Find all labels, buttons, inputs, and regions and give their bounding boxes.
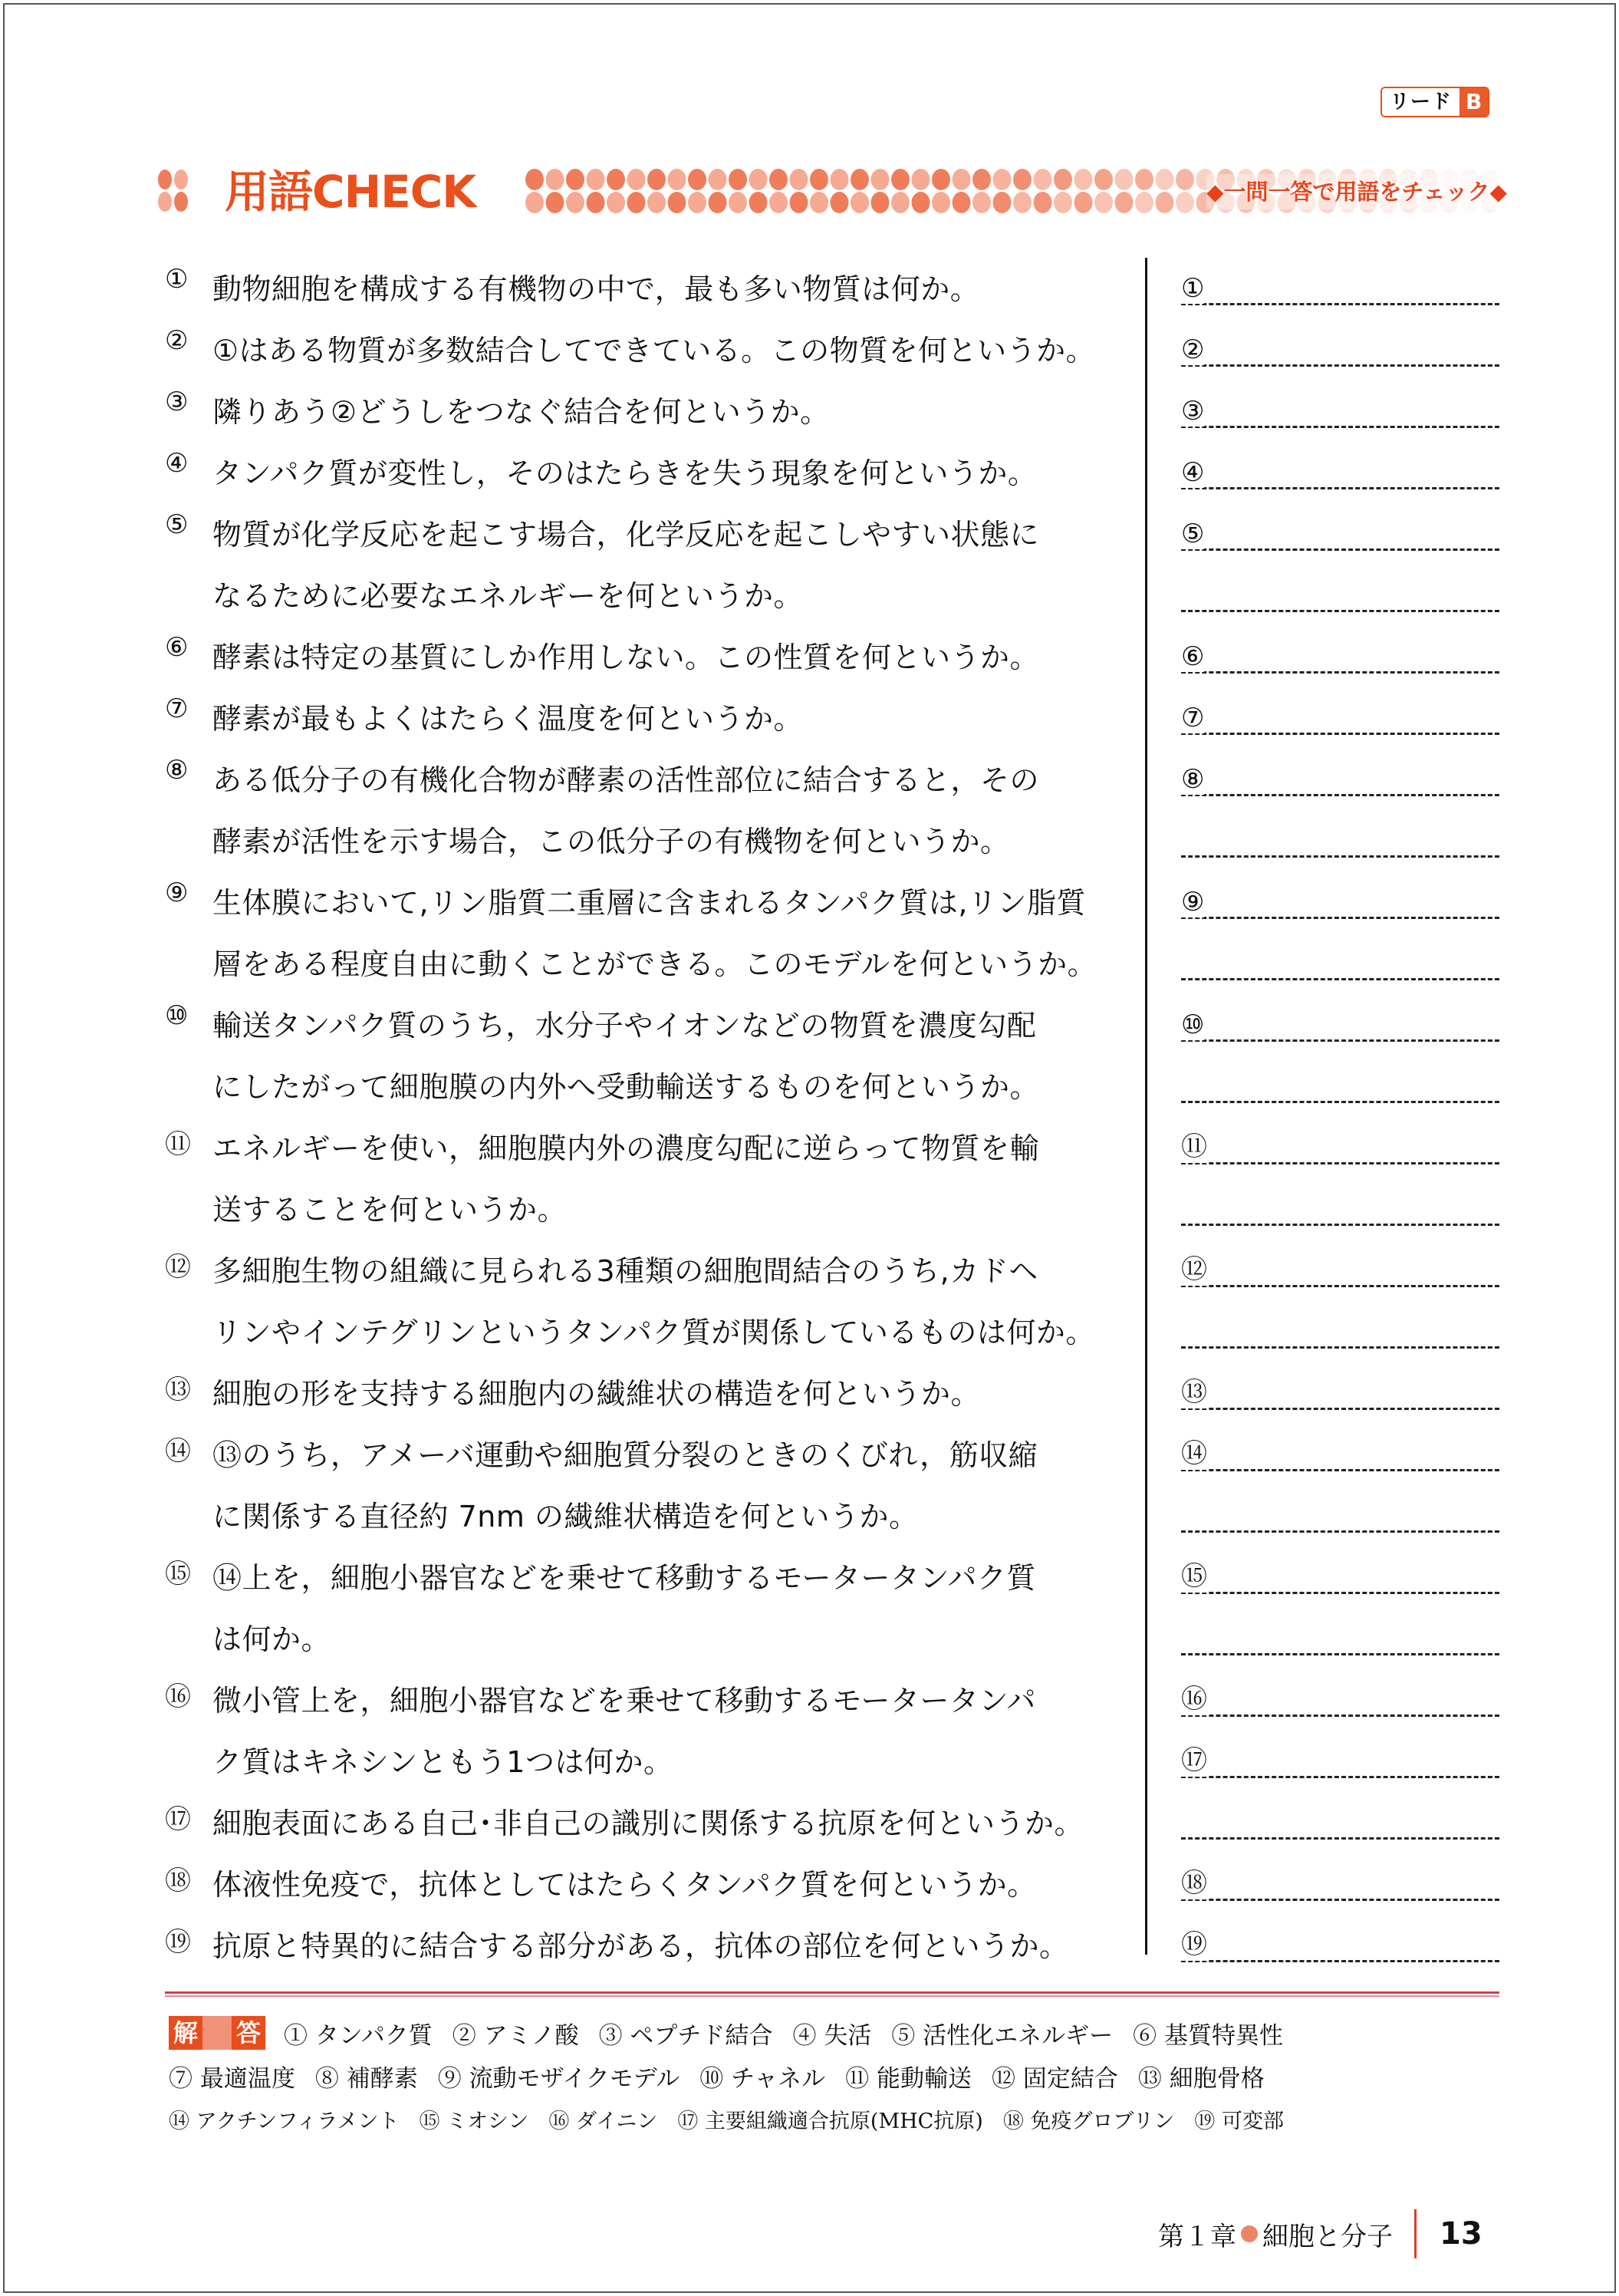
question-number: ⑧ xyxy=(165,755,189,786)
answer-blank-number: ⑧ xyxy=(1181,764,1205,795)
question-text: なるために必要なエネルギーを何というか。 xyxy=(212,579,804,613)
answer-key-item: ⑪ 能動輸送 xyxy=(845,2064,972,2093)
page-footer xyxy=(1158,2209,1482,2258)
section-header xyxy=(157,165,1507,219)
question-text: ク質はキネシンともう1つは何か。 xyxy=(212,1745,673,1779)
answer-blank-number: ① xyxy=(1181,273,1205,304)
answer-blank[interactable] xyxy=(1181,1669,1499,1731)
answer-blank-number: ⑱ xyxy=(1181,1862,1207,1899)
answer-blank[interactable] xyxy=(1181,871,1499,933)
question-text: ①はある物質が多数結合してできている。この物質を何というか。 xyxy=(212,334,1096,367)
answer-key-item: ⑨ 流動モザイクモデル xyxy=(437,2064,680,2093)
question-text: 細胞の形を支持する細胞内の繊維状の構造を何というか。 xyxy=(212,1377,981,1411)
question-text: ⑭上を，細胞小器官などを乗せて移動するモータータンパク質 xyxy=(212,1561,1036,1595)
question-text: 隣りあう②どうしをつなぐ結合を何というか。 xyxy=(212,395,830,429)
answer-blank-number: ⑦ xyxy=(1181,703,1205,733)
dot-cluster-icon xyxy=(157,168,189,214)
question-text: 酵素が活性を示す場合，この低分子の有機物を何というか。 xyxy=(212,825,1010,858)
answer-blank[interactable] xyxy=(1181,442,1499,503)
answer-blank[interactable] xyxy=(1181,1547,1499,1608)
answer-blank[interactable] xyxy=(1181,749,1499,810)
answer-blank-number: ⑩ xyxy=(1181,1010,1205,1040)
answer-key-item: ⑬ 細胞骨格 xyxy=(1137,2064,1265,2093)
answer-key-item: ⑦ 最適温度 xyxy=(169,2064,295,2093)
answer-blank[interactable] xyxy=(1181,380,1499,442)
question-text: 多細胞生物の組織に見られる3種類の細胞間結合のうち,カドヘ xyxy=(212,1254,1038,1288)
question-number: ⑥ xyxy=(165,632,189,663)
bullet-dot-icon xyxy=(1241,2225,1258,2242)
question-number: ⑯ xyxy=(165,1682,191,1712)
answer-key-label: 解 答 xyxy=(169,2016,265,2050)
question-number: ⑲ xyxy=(165,1927,191,1958)
answer-key-item: ⑰ 主要組織適合抗原(MHC抗原) xyxy=(677,2109,983,2133)
answer-blank[interactable] xyxy=(1181,1853,1499,1915)
question-text: にしたがって細胞膜の内外へ受動輸送するものを何というか。 xyxy=(212,1070,1040,1104)
answer-blank-number: ⑨ xyxy=(1181,887,1205,917)
question-number: ⑩ xyxy=(165,1000,189,1031)
question-text: 送することを何というか。 xyxy=(212,1193,568,1227)
level-badge-letter: B xyxy=(1459,88,1488,116)
chapter-title: 細胞と分子 xyxy=(1262,2221,1393,2252)
question-number: ⑫ xyxy=(165,1252,191,1283)
answer-key-item: ⑮ ミオシン xyxy=(419,2109,529,2133)
answer-blank[interactable] xyxy=(1181,933,1499,994)
answer-blank-number: ⑫ xyxy=(1181,1248,1207,1286)
answer-blank-number: ⑮ xyxy=(1181,1555,1207,1593)
answer-blank[interactable] xyxy=(1181,1731,1499,1792)
answer-blank[interactable] xyxy=(1181,1424,1499,1485)
answer-blank-number: ⑤ xyxy=(1181,519,1205,549)
answer-blank[interactable] xyxy=(1181,687,1499,749)
answer-blank-number: ⑥ xyxy=(1181,641,1205,672)
answer-blank[interactable] xyxy=(1181,1792,1499,1853)
question-number: ⑮ xyxy=(165,1559,191,1589)
answer-blank[interactable] xyxy=(1181,994,1499,1056)
answer-blank[interactable] xyxy=(1181,1485,1499,1547)
level-badge-text: リード xyxy=(1382,88,1459,116)
question-text: ⑬のうち，アメーバ運動や細胞質分裂のときのくびれ，筋収縮 xyxy=(212,1438,1038,1472)
question-number: ① xyxy=(165,264,189,295)
question-text: 酵素は特定の基質にしか作用しない。この性質を何というか。 xyxy=(212,641,1040,674)
question-number: ⑱ xyxy=(165,1866,191,1896)
question-text: ある低分子の有機化合物が酵素の活性部位に結合すると，その xyxy=(212,763,1040,797)
page-subtitle: ◆一問一答で用語をチェック◆ xyxy=(1206,174,1507,209)
answer-blank[interactable] xyxy=(1181,626,1499,687)
answer-key-item: ② アミノ酸 xyxy=(452,2021,579,2050)
question-text: 輸送タンパク質のうち，水分子やイオンなどの物質を濃度勾配 xyxy=(212,1009,1037,1043)
answer-blank-number: ⑭ xyxy=(1181,1432,1207,1470)
question-number: ④ xyxy=(165,448,189,479)
footer-separator xyxy=(1414,2209,1417,2258)
question-text: 動物細胞を構成する有機物の中で，最も多い物質は何か。 xyxy=(212,272,980,306)
page-number: 13 xyxy=(1440,2216,1482,2252)
question-text: タンパク質が変性し，そのはたらきを失う現象を何というか。 xyxy=(212,456,1038,490)
answer-blank-number: ⑪ xyxy=(1181,1125,1207,1163)
answer-key-item: ⑫ 固定結合 xyxy=(992,2064,1118,2093)
question-text: 細胞表面にある自己･非自己の識別に関係する抗原を何というか。 xyxy=(212,1807,1084,1840)
answer-blank-number: ③ xyxy=(1181,396,1205,427)
column-divider xyxy=(1145,258,1147,1955)
answer-blank[interactable] xyxy=(1181,319,1499,380)
answer-blank[interactable] xyxy=(1181,1301,1499,1362)
answer-blank-number: ④ xyxy=(1181,457,1205,488)
question-text: 物質が化学反応を起こす場合，化学反応を起こしやすい状態に xyxy=(212,518,1040,552)
answer-blank[interactable] xyxy=(1181,503,1499,565)
question-text: に関係する直径約 7nm の繊維状構造を何というか。 xyxy=(212,1500,919,1533)
answer-blank[interactable] xyxy=(1181,1240,1499,1301)
answer-key-item: ⑱ 免疫グロブリン xyxy=(1002,2109,1175,2133)
question-text: は何か。 xyxy=(212,1622,331,1656)
answer-blank[interactable] xyxy=(1181,1915,1499,1976)
question-number: ⑤ xyxy=(165,509,189,540)
answer-blank[interactable] xyxy=(1181,1608,1499,1669)
answer-blank-number: ⑲ xyxy=(1181,1923,1207,1961)
answer-key-item: ⑲ 可変部 xyxy=(1194,2109,1284,2133)
answer-key-rule xyxy=(165,1991,1499,1998)
answer-key-row xyxy=(169,2054,1519,2097)
chapter-number: 第１章 xyxy=(1158,2221,1236,2252)
question-text: 抗原と特異的に結合する部分がある，抗体の部位を何というか。 xyxy=(212,1929,1069,1963)
question-number: ⑬ xyxy=(165,1375,191,1405)
question-number: ② xyxy=(165,325,189,356)
answer-key-item: ⑧ 補酵素 xyxy=(314,2064,418,2093)
question-text: 酵素が最もよくはたらく温度を何というか。 xyxy=(212,702,804,736)
question-number: ⑦ xyxy=(165,693,189,724)
answer-blank[interactable] xyxy=(1181,1178,1499,1240)
answer-key-item: ③ ペプチド結合 xyxy=(598,2021,773,2050)
question-number: ⑰ xyxy=(165,1804,191,1835)
answer-blank[interactable] xyxy=(1181,1362,1499,1424)
answer-blank-number: ⑯ xyxy=(1181,1678,1207,1715)
answer-key-row xyxy=(169,2097,1519,2140)
question-number: ⑭ xyxy=(165,1436,191,1467)
answer-blank[interactable] xyxy=(1181,1056,1499,1117)
answer-key-item: ⑯ ダイニン xyxy=(548,2109,658,2133)
answer-blank[interactable] xyxy=(1181,565,1499,626)
answer-key-item: ⑥ 基質特異性 xyxy=(1133,2021,1284,2050)
answer-key-item: ⑭ アクチンフィラメント xyxy=(169,2109,400,2133)
question-text: エネルギーを使い，細胞膜内外の濃度勾配に逆らって物質を輸 xyxy=(212,1132,1040,1165)
answer-blank-number: ② xyxy=(1181,334,1205,365)
answer-blank-number: ⑰ xyxy=(1181,1739,1207,1777)
answer-key xyxy=(169,2011,1519,2140)
answer-key-item: ① タンパク質 xyxy=(284,2021,433,2050)
page-title: 用語CHECK xyxy=(225,166,476,218)
question-text: 微小管上を，細胞小器官などを乗せて移動するモータータンパ xyxy=(212,1684,1036,1718)
question-text: 生体膜において,リン脂質二重層に含まれるタンパク質は,リン脂質 xyxy=(212,886,1087,920)
answer-blank[interactable] xyxy=(1181,1117,1499,1178)
answer-key-row xyxy=(169,2011,1519,2054)
answer-blank[interactable] xyxy=(1181,258,1499,319)
level-badge xyxy=(1380,87,1489,117)
question-number: ③ xyxy=(165,387,189,417)
question-number: ⑪ xyxy=(165,1129,191,1160)
answer-blank-number: ⑬ xyxy=(1181,1371,1207,1408)
question-text: 体液性免疫で，抗体としてはたらくタンパク質を何というか。 xyxy=(212,1868,1037,1902)
question-text: リンやインテグリンというタンパク質が関係しているものは何か。 xyxy=(212,1316,1095,1349)
answer-key-item: ④ 失活 xyxy=(792,2021,872,2050)
answer-blank[interactable] xyxy=(1181,810,1499,871)
question-text: 層をある程度自由に動くことができる。このモデルを何というか。 xyxy=(212,947,1097,981)
answer-key-item: ⑩ チャネル xyxy=(699,2064,826,2093)
answer-key-item: ⑤ 活性化エネルギー xyxy=(891,2021,1114,2050)
question-number: ⑨ xyxy=(165,878,189,908)
